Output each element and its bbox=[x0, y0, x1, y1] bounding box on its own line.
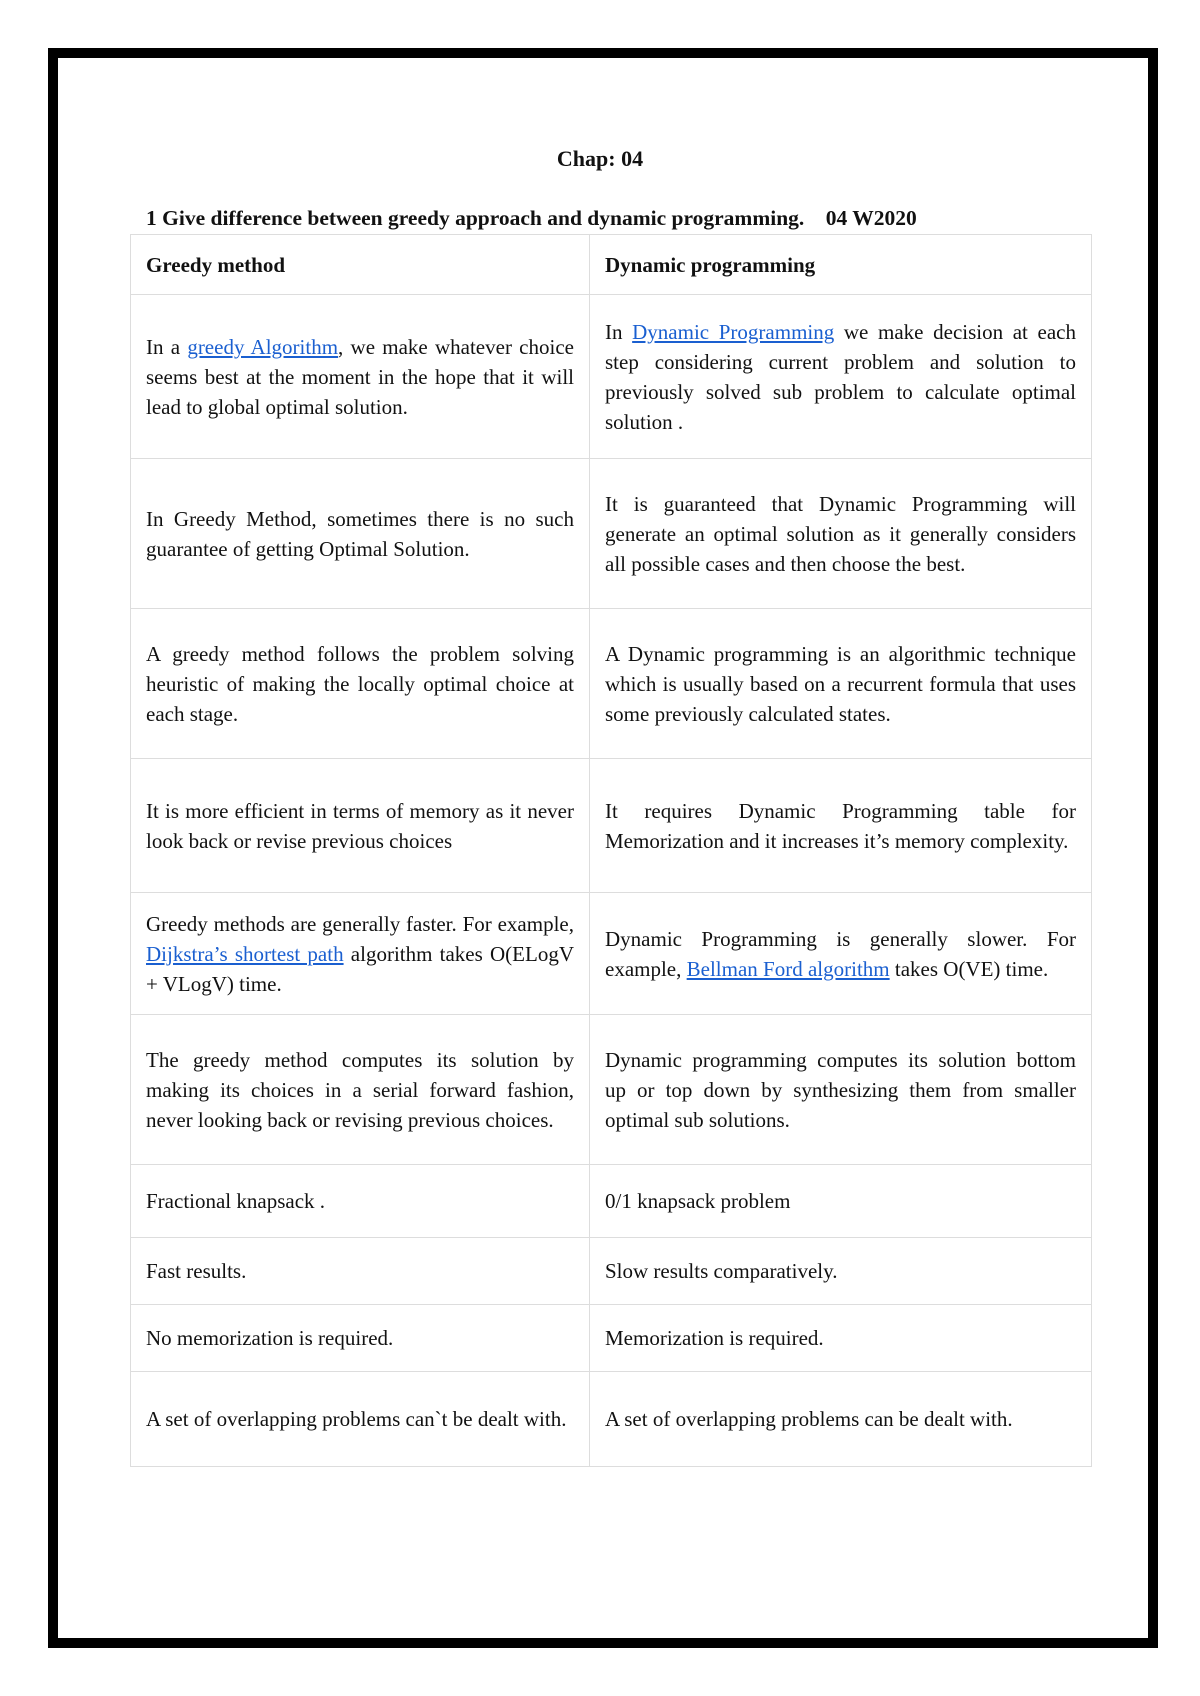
cell-text: The greedy method computes its solution by making its choices in a serial forward fashion, never looking back or revising previous choices. bbox=[146, 1047, 574, 1132]
cell-text: It requires Dynamic Programming table for Memorization and it increases it’s memory complexity. bbox=[605, 798, 1076, 853]
greedy-cell bbox=[131, 1238, 590, 1305]
cell-text: Fast results. bbox=[146, 1259, 247, 1283]
table-row bbox=[131, 1165, 1092, 1238]
cell-text: No memorization is required. bbox=[146, 1326, 394, 1350]
table-row bbox=[131, 1238, 1092, 1305]
cell-text: It is more efficient in terms of memory as it never look back or revise previous choices bbox=[146, 798, 574, 853]
chapter-title: Chap: 04 bbox=[556, 146, 644, 171]
cell-text: Greedy methods are generally faster. For example, bbox=[146, 911, 574, 936]
dp-cell bbox=[590, 459, 1092, 609]
header-dp: Dynamic programming bbox=[590, 235, 1092, 295]
table-row bbox=[131, 295, 1092, 459]
reference-link[interactable]: Dijkstra’s shortest path bbox=[146, 941, 344, 966]
reference-link[interactable]: Dynamic Programming bbox=[632, 319, 835, 344]
table-row bbox=[131, 893, 1092, 1015]
cell-text: Dynamic Programming is generally slower. For example, bbox=[605, 926, 1076, 981]
greedy-cell bbox=[131, 1165, 590, 1238]
cell-text: Slow results comparatively. bbox=[605, 1259, 838, 1283]
table-row bbox=[131, 459, 1092, 609]
table-row bbox=[131, 1305, 1092, 1372]
cell-text: A greedy method follows the problem solving heuristic of making the locally optimal choice at each stage. bbox=[146, 641, 574, 726]
greedy-cell bbox=[131, 609, 590, 759]
cell-text: A set of overlapping problems can`t be dealt with. bbox=[146, 1407, 567, 1431]
header-greedy: Greedy method bbox=[131, 235, 590, 295]
cell-text: 0/1 knapsack problem bbox=[605, 1189, 791, 1213]
reference-link[interactable]: greedy Algorithm bbox=[187, 334, 339, 359]
table-row bbox=[131, 1372, 1092, 1467]
question-heading: 1 Give difference between greedy approach and dynamic programming. 04 W2020 bbox=[146, 206, 917, 230]
dp-cell bbox=[590, 295, 1092, 459]
cell-text: , we make whatever choice seems best at the moment in the hope that it will lead to global optimal solution. bbox=[146, 334, 574, 419]
table-row bbox=[131, 609, 1092, 759]
cell-text: A set of overlapping problems can be dealt with. bbox=[605, 1407, 1013, 1431]
greedy-cell bbox=[131, 1015, 590, 1165]
dp-cell bbox=[590, 1015, 1092, 1165]
dp-cell bbox=[590, 1305, 1092, 1372]
cell-text: In a bbox=[146, 334, 188, 359]
greedy-cell bbox=[131, 295, 590, 459]
dp-cell bbox=[590, 759, 1092, 893]
dp-cell bbox=[590, 609, 1092, 759]
cell-text: Fractional knapsack . bbox=[146, 1189, 326, 1213]
greedy-cell bbox=[131, 1372, 590, 1467]
greedy-cell bbox=[131, 759, 590, 893]
table-row bbox=[131, 1015, 1092, 1165]
cell-text: algorithm takes O(ELogV + VLogV) time. bbox=[146, 941, 574, 996]
cell-text: In bbox=[605, 319, 633, 344]
reference-link[interactable]: Bellman Ford algorithm bbox=[686, 956, 890, 981]
cell-text: A Dynamic programming is an algorithmic technique which is usually based on a recurrent formula that uses some previously calculated states. bbox=[605, 641, 1076, 726]
dp-cell bbox=[590, 1165, 1092, 1238]
dp-cell bbox=[590, 1372, 1092, 1467]
cell-text: Dynamic programming computes its solution bottom up or top down by synthesizing them from smaller optimal sub solutions. bbox=[605, 1047, 1076, 1132]
dp-cell bbox=[590, 893, 1092, 1015]
cell-text: we make decision at each step considering current problem and solution to previously solved sub problem to calculate optimal solution . bbox=[605, 319, 1076, 434]
cell-text: Memorization is required. bbox=[605, 1326, 824, 1350]
comparison-table bbox=[130, 234, 1092, 1467]
table-row bbox=[131, 759, 1092, 893]
cell-text: takes O(VE) time. bbox=[889, 956, 1049, 981]
table-header-row bbox=[131, 235, 1092, 295]
cell-text: In Greedy Method, sometimes there is no such guarantee of getting Optimal Solution. bbox=[146, 506, 574, 561]
greedy-cell bbox=[131, 893, 590, 1015]
cell-text: It is guaranteed that Dynamic Programming will generate an optimal solution as it generally considers all possible cases and then choose the best. bbox=[605, 491, 1076, 576]
greedy-cell bbox=[131, 459, 590, 609]
greedy-cell bbox=[131, 1305, 590, 1372]
dp-cell bbox=[590, 1238, 1092, 1305]
